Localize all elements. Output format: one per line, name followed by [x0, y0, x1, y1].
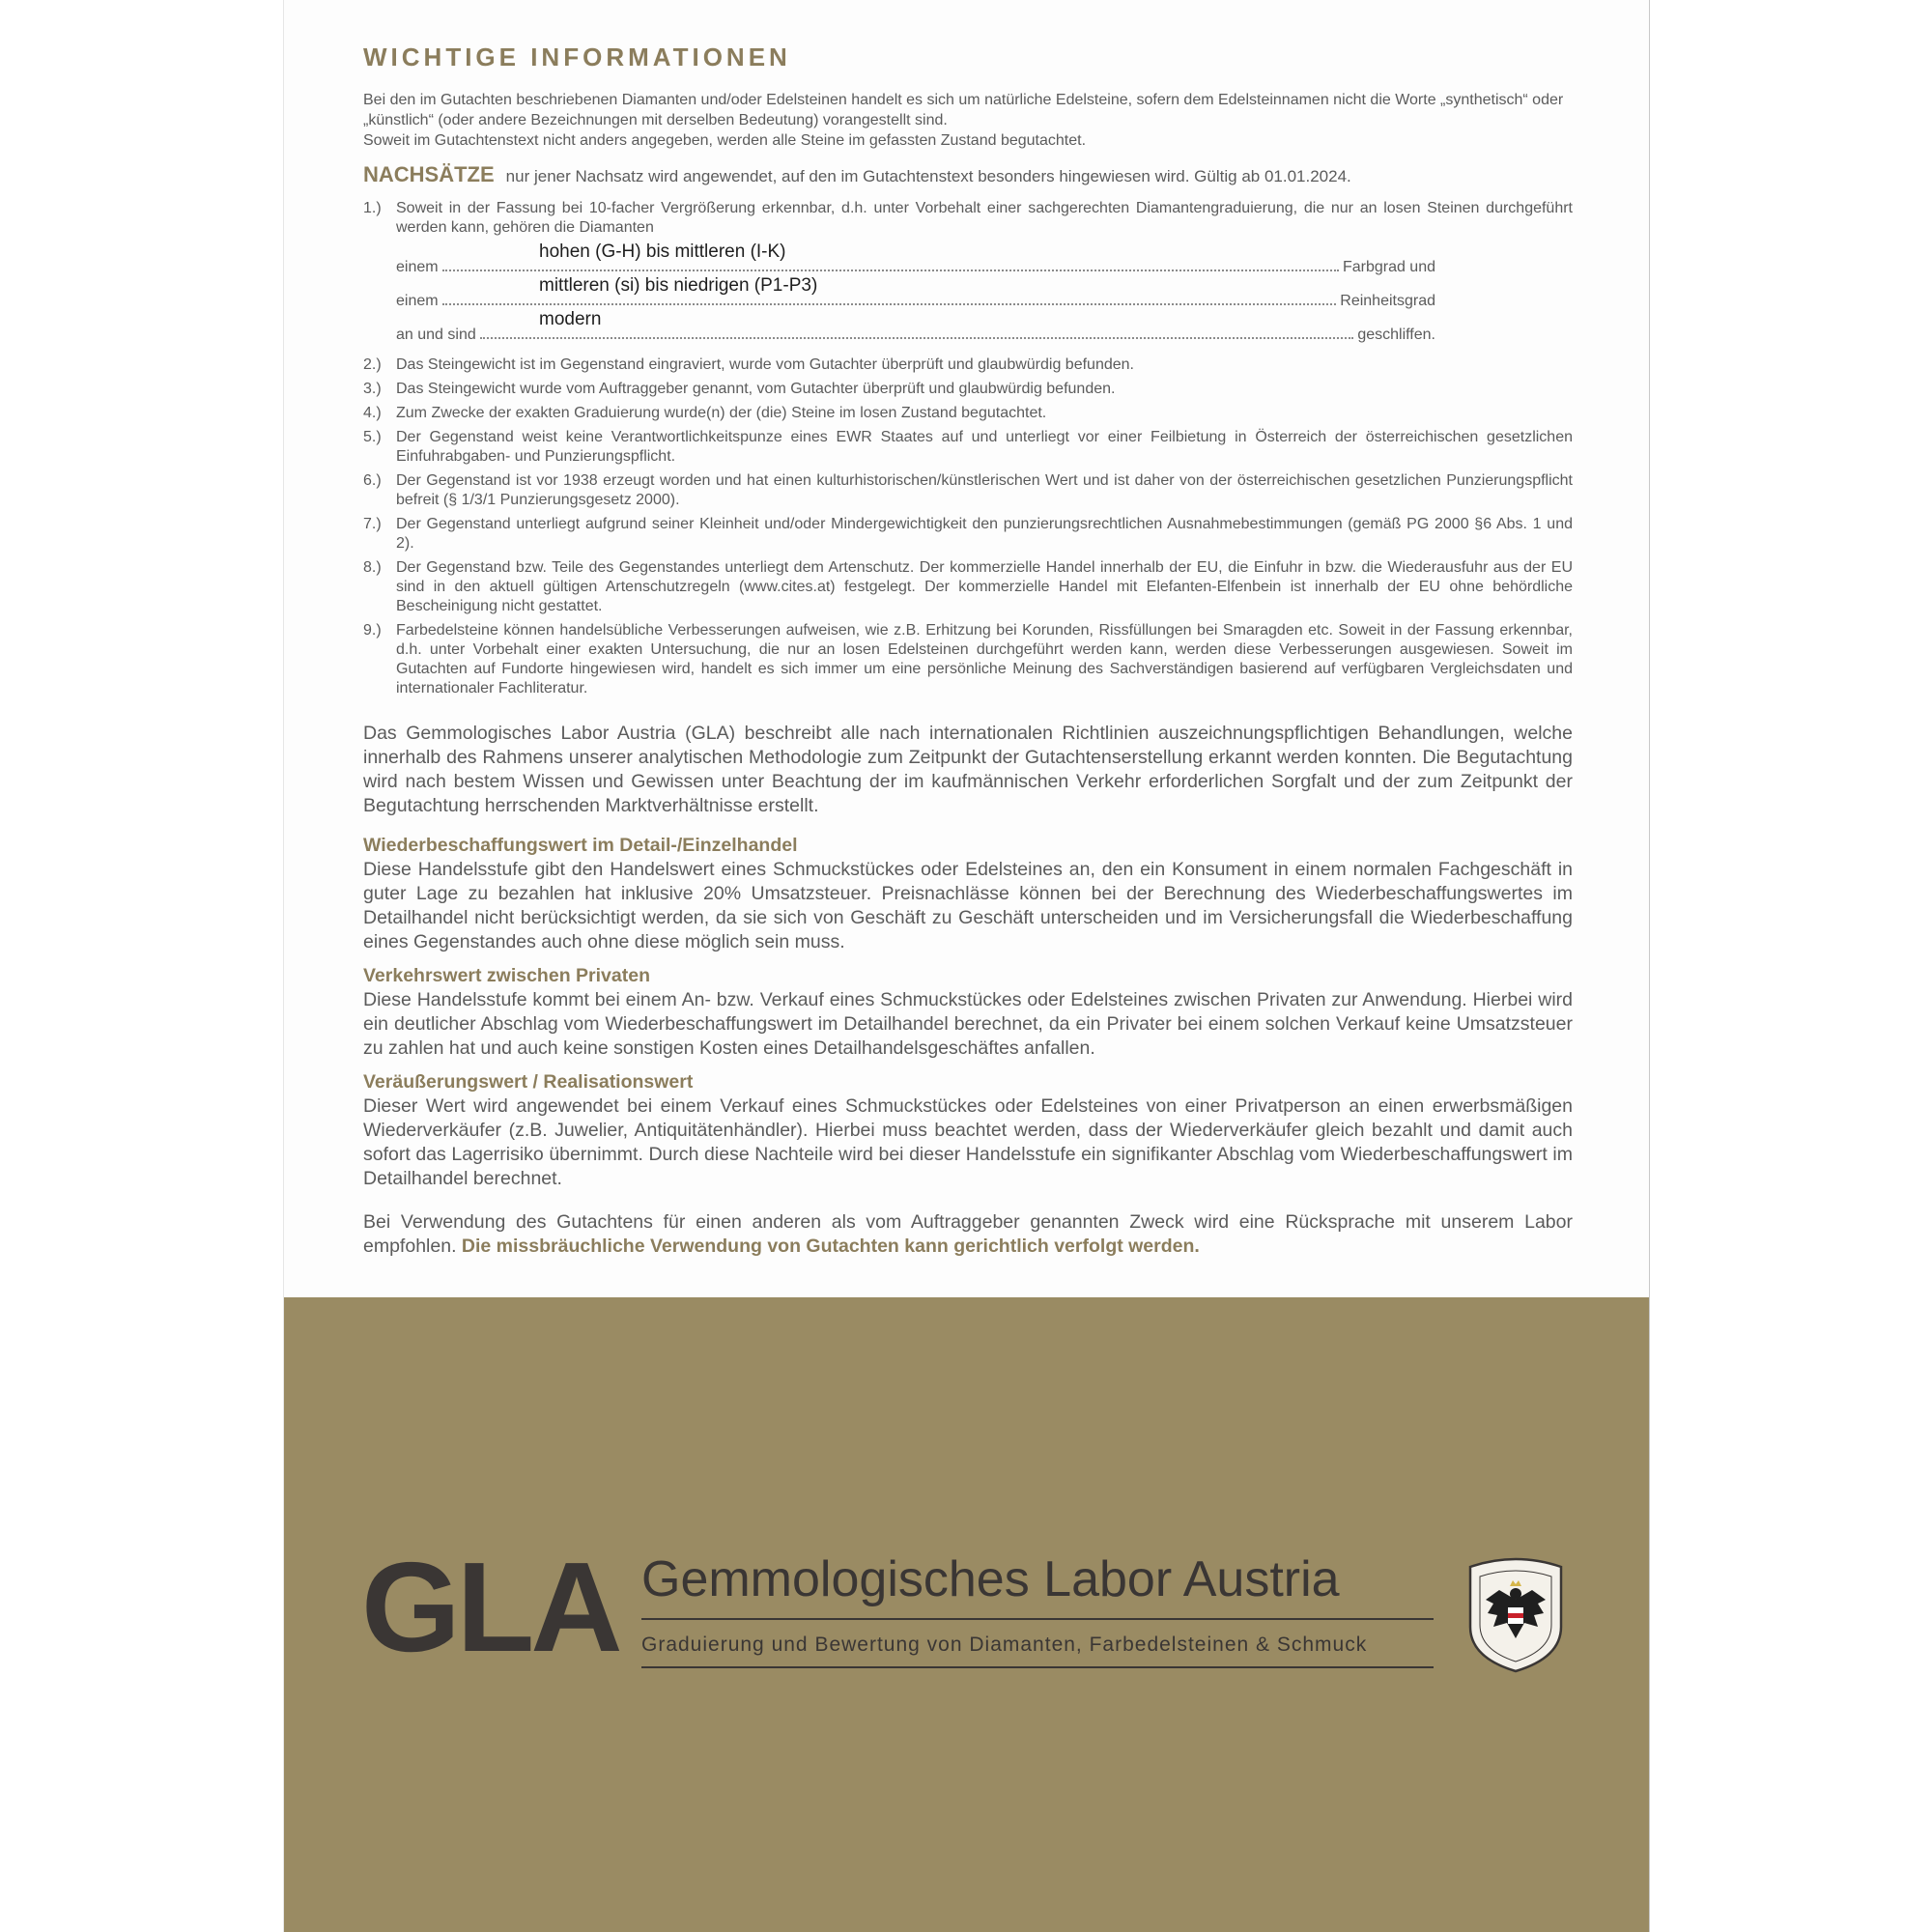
- color-grade-field: [396, 242, 1435, 276]
- intro-text: [363, 90, 1573, 151]
- field-suffix: Reinheitsgrad: [1340, 293, 1435, 309]
- nachsatze-header: [363, 162, 1573, 187]
- item-text: Das Steingewicht ist im Gegenstand eingraviert, wurde vom Gutachter überprüft und glaubwürdig befunden.: [396, 356, 1134, 373]
- item-number: 7.): [363, 516, 382, 532]
- item-text: Der Gegenstand unterliegt aufgrund seiner Kleinheit und/oder Mindergewichtigkeit den punzierungsrechtlichen Ausnahmebestimmungen (gemäß PG 2000 §6 Abs. 1 und 2).: [396, 516, 1573, 552]
- gla-logo: GLA: [361, 1536, 619, 1678]
- intro-paragraph: Soweit im Gutachtenstext nicht anders angegeben, werden alle Steine im gefassten Zustand begutachtet.: [363, 132, 1087, 149]
- item-number: 1.): [363, 200, 382, 216]
- field-value: modern: [539, 309, 602, 329]
- item-number: 4.): [363, 405, 382, 421]
- field-label: an und sind: [396, 327, 476, 343]
- item-number: 9.): [363, 622, 382, 639]
- clarity-grade-field: [396, 276, 1435, 310]
- list-item: [363, 621, 1573, 698]
- section-text: Dieser Wert wird angewendet bei einem Verkauf eines Schmuckstückes oder Edelsteines von einer Privatperson an einen erwerbsmäßigen Wiederverkäufer (z.B. Juwelier, Antiquitätenhändler). Hierbei muss beachtet werden, dass der Wiederverkäufer gleich bezahlt und damit auch sofort das Lagerrisiko übernimmt. Durch diese Nachteile wird bei dieser Handelsstufe ein signifikanter Abschlag vom Wiederbeschaffungswert im Detailhandel berechnet.: [363, 1095, 1573, 1189]
- section-text: Diese Handelsstufe gibt den Handelswert eines Schmuckstückes oder Edelsteines an, den ein Konsument in einem normalen Fachgeschäft in guter Lage zu bezahlen hat inklusive 20% Umsatzsteuer. Preisnachlässe können bei der Berechnung des Wiederbeschaffungswertes im Detailhandel nicht berücksichtigt werden, da sie sich von Geschäft zu Geschäft unterscheiden und im Versicherungsfall die Wiederbeschaffung eines Gegenstandes auch ohne diese möglich sein muss.: [363, 859, 1573, 952]
- gold-footer-panel: [284, 1297, 1649, 1932]
- document-page: [283, 0, 1650, 1932]
- page-title: WICHTIGE INFORMATIONEN: [363, 43, 791, 71]
- lab-tagline: Graduierung und Bewertung von Diamanten, Farbedelsteinen & Schmuck: [641, 1634, 1368, 1656]
- info-section: [284, 0, 1649, 1297]
- section-title: Veräußerungswert / Realisationswert: [363, 1071, 694, 1093]
- list-item: [363, 471, 1573, 510]
- austrian-eagle-icon: [1464, 1557, 1567, 1673]
- dotted-line: [442, 302, 1337, 305]
- section-title: Verkehrswert zwischen Privaten: [363, 965, 650, 986]
- list-item: [363, 558, 1573, 616]
- item-text: Farbedelsteine können handelsübliche Verbesserungen aufweisen, wie z.B. Erhitzung bei Korunden, Rissfüllungen bei Smaragden etc. Soweit in der Fassung erkennbar, d.h. unter Vorbehalt einer exakten Untersuchung, die nur an losen Edelsteinen durchgeführt werden kann, werden diese Verbesserungen ausgewiesen. Soweit im Gutachten auf Fundorte hingewiesen wird, handelt es sich immer um eine persönliche Meinung des Sachverständigen basierend auf verfügbaren Vergleichsdaten und internationaler Fachliteratur.: [396, 622, 1573, 696]
- final-note-warning: Die missbräuchliche Verwendung von Gutachten kann gerichtlich verfolgt werden.: [461, 1236, 1200, 1257]
- item-text: Soweit in der Fassung bei 10-facher Vergrößerung erkennbar, d.h. unter Vorbehalt einer sachgerechten Diamantengraduierung, die nur an losen Steinen durchgeführt werden kann, gehören die Diamanten: [396, 200, 1573, 236]
- state-award-seal: [1464, 1557, 1567, 1673]
- lab-name: Gemmologisches Labor Austria: [641, 1551, 1340, 1607]
- intro-paragraph: Bei den im Gutachten beschriebenen Diamanten und/oder Edelsteinen handelt es sich um natürliche Edelsteine, sofern dem Edelsteinnamen nicht die Worte „synthetisch“ oder „künstlich“ (oder andere Bezeichnungen mit derselben Bedeutung) vorangestellt sind.: [363, 92, 1564, 128]
- divider: [641, 1618, 1434, 1620]
- item-text: Der Gegenstand weist keine Verantwortlichkeitspunze eines EWR Staates auf und unterliegt vor einer Feilbietung in Österreich der österreichischen gesetzlichen Einfuhrabgaben- und Punzierungspflicht.: [396, 429, 1573, 465]
- list-item: [363, 428, 1573, 467]
- item-number: 5.): [363, 429, 382, 445]
- divider: [641, 1666, 1434, 1668]
- item-number: 8.): [363, 559, 382, 576]
- nachsatze-list: [363, 199, 1573, 698]
- dotted-line: [480, 336, 1354, 339]
- item-number: 3.): [363, 381, 382, 397]
- nachsatze-note: nur jener Nachsatz wird angewendet, auf den im Gutachtenstext besonders hingewiesen wird. Gültig ab 01.01.2024.: [505, 167, 1351, 185]
- list-item: [363, 380, 1573, 399]
- fill-in-fields: [396, 242, 1435, 344]
- final-note-text: Bei Verwendung des Gutachtens für einen anderen als vom Auftraggeber genannten Zweck wird eine Rücksprache mit unserem Labor empfohlen.: [363, 1211, 1573, 1257]
- content: [363, 43, 1573, 1259]
- field-suffix: geschliffen.: [1357, 327, 1435, 343]
- field-label: einem: [396, 259, 439, 275]
- list-item: [363, 355, 1573, 375]
- list-item: [363, 404, 1573, 423]
- field-value: mittleren (si) bis niedrigen (P1-P3): [539, 275, 818, 296]
- list-item: [363, 199, 1573, 238]
- item-number: 6.): [363, 472, 382, 489]
- final-note: [363, 1210, 1573, 1259]
- item-text: Der Gegenstand bzw. Teile des Gegenstandes unterliegt dem Artenschutz. Der kommerzielle Handel innerhalb der EU, die Einfuhr in bzw. die Wiederausfuhr aus der EU sind in den aktuell gültigen Artenschutzregeln (www.cites.at) festgelegt. Der kommerzielle Handel mit Elefanten-Elfenbein ist innerhalb der EU ohne behördliche Bescheinigung nicht gestattet.: [396, 559, 1573, 614]
- dotted-line: [442, 269, 1339, 271]
- section-title: Wiederbeschaffungswert im Detail-/Einzelhandel: [363, 835, 798, 856]
- section-text: Diese Handelsstufe kommt bei einem An- bzw. Verkauf eines Schmuckstückes oder Edelsteines zwischen Privaten zur Anwendung. Hierbei wird ein deutlicher Abschlag vom Wiederbeschaffungswert im Detailhandel berechnet, da ein Privater bei einem solchen Verkauf keine Umsatzsteuer zu zahlen hat und auch keine sonstigen Kosten eines Detailhandelsgeschäftes anfallen.: [363, 989, 1573, 1059]
- gla-paragraph: Das Gemmologisches Labor Austria (GLA) beschreibt alle nach internationalen Richtlinien auszeichnungspflichtigen Behandlungen, welche innerhalb des Rahmens unserer analytischen Methodologie zum Zeitpunkt der Gutachtenserstellung erkannt werden konnten. Die Begutachtung wird nach bestem Wissen und Gewissen unter Beachtung der im kaufmännischen Verkehr erforderlichen Sorgfalt und der zum Zeitpunkt der Begutachtung herrschenden Marktverhältnisse erstellt.: [363, 723, 1573, 816]
- item-text: Zum Zwecke der exakten Graduierung wurde(n) der (die) Steine im losen Zustand begutachtet.: [396, 405, 1047, 421]
- item-text: Der Gegenstand ist vor 1938 erzeugt worden und hat einen kulturhistorischen/künstlerischen Wert und ist daher von der österreichischen gesetzlichen Punzierungspflicht befreit (§ 1/3/1 Punzierungsgesetz 2000).: [396, 472, 1573, 508]
- item-text: Das Steingewicht wurde vom Auftraggeber genannt, vom Gutachter überprüft und glaubwürdig befunden.: [396, 381, 1116, 397]
- item-number: 2.): [363, 356, 382, 373]
- field-suffix: Farbgrad und: [1342, 259, 1435, 275]
- list-item: [363, 515, 1573, 554]
- field-value: hohen (G-H) bis mittleren (I-K): [539, 242, 786, 262]
- nachsatze-title: NACHSÄTZE: [363, 162, 495, 186]
- field-label: einem: [396, 293, 439, 309]
- gla-description: [363, 722, 1573, 1259]
- cut-field: [396, 310, 1435, 344]
